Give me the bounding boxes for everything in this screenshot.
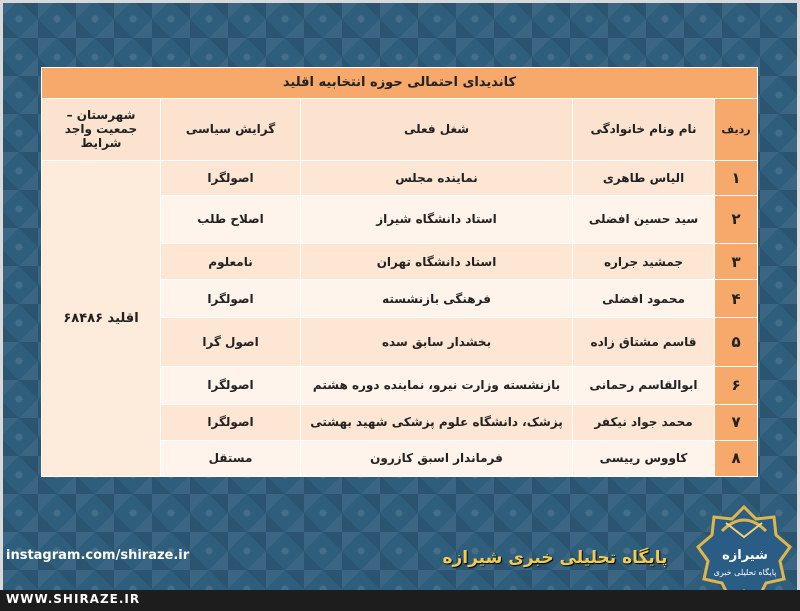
row-number: ۴ <box>715 280 758 318</box>
candidate-name: سید حسین افضلی <box>573 195 715 243</box>
logo-title: شیرازه <box>722 548 768 563</box>
candidate-job: پزشک، دانشگاه علوم پزشکی شهید بهشتی <box>301 404 573 440</box>
website-link[interactable]: WWW.SHIRAZE.IR <box>6 592 141 606</box>
candidate-party: اصولگرا <box>161 404 301 440</box>
row-number: ۲ <box>715 195 758 243</box>
site-slogan: پایگاه تحلیلی خبری شیرازه <box>442 548 668 568</box>
candidate-job: فرهنگی بازنشسته <box>301 280 573 318</box>
candidates-table-container <box>41 67 757 477</box>
row-number: ۷ <box>715 404 758 440</box>
header-region: شهرستان – جمعیت واجد شرایط <box>42 98 161 160</box>
candidate-party: اصولگرا <box>161 160 301 195</box>
candidate-name: ابوالقاسم رحمانی <box>573 366 715 404</box>
row-number: ۶ <box>715 366 758 404</box>
candidate-party: نامعلوم <box>161 244 301 280</box>
header-rownum: ردیف <box>715 98 758 160</box>
candidate-name: کاووس رییسی <box>573 440 715 476</box>
instagram-link[interactable]: instagram.com/shiraze.ir <box>6 548 190 563</box>
candidate-job: استاد دانشگاه شیراز <box>301 195 573 243</box>
table-row <box>42 160 758 195</box>
row-number: ۸ <box>715 440 758 476</box>
row-number: ۳ <box>715 244 758 280</box>
table-title: کاندیدای احتمالی حوزه انتخابیه اقلید <box>42 68 758 99</box>
candidate-name: محمد جواد نیکفر <box>573 404 715 440</box>
header-name: نام ونام خانوادگی <box>573 98 715 160</box>
candidate-party: اصولگرا <box>161 280 301 318</box>
header-party: گرایش سیاسی <box>161 98 301 160</box>
candidate-party: مستقل <box>161 440 301 476</box>
candidate-party: اصلاح طلب <box>161 195 301 243</box>
candidate-job: بازنشسته وزارت نیرو، نماینده دوره هشتم <box>301 366 573 404</box>
candidate-name: جمشید جراره <box>573 244 715 280</box>
row-number: ۵ <box>715 318 758 366</box>
candidate-name: محمود افضلی <box>573 280 715 318</box>
row-number: ۱ <box>715 160 758 195</box>
candidate-job: بخشدار سابق سده <box>301 318 573 366</box>
candidate-job: استاد دانشگاه تهران <box>301 244 573 280</box>
header-job: شغل فعلی <box>301 98 573 160</box>
candidate-job: فرماندار اسبق کازرون <box>301 440 573 476</box>
candidate-party: اصولگرا <box>161 366 301 404</box>
region-population: اقلید ۶۸۴۸۶ <box>42 160 161 476</box>
candidates-table <box>41 67 758 477</box>
candidate-party: اصول گرا <box>161 318 301 366</box>
candidate-name: الیاس طاهری <box>573 160 715 195</box>
logo-subtitle: پایگاه تحلیلی خبری <box>713 568 777 577</box>
candidate-job: نماینده مجلس <box>301 160 573 195</box>
candidate-name: قاسم مشتاق زاده <box>573 318 715 366</box>
